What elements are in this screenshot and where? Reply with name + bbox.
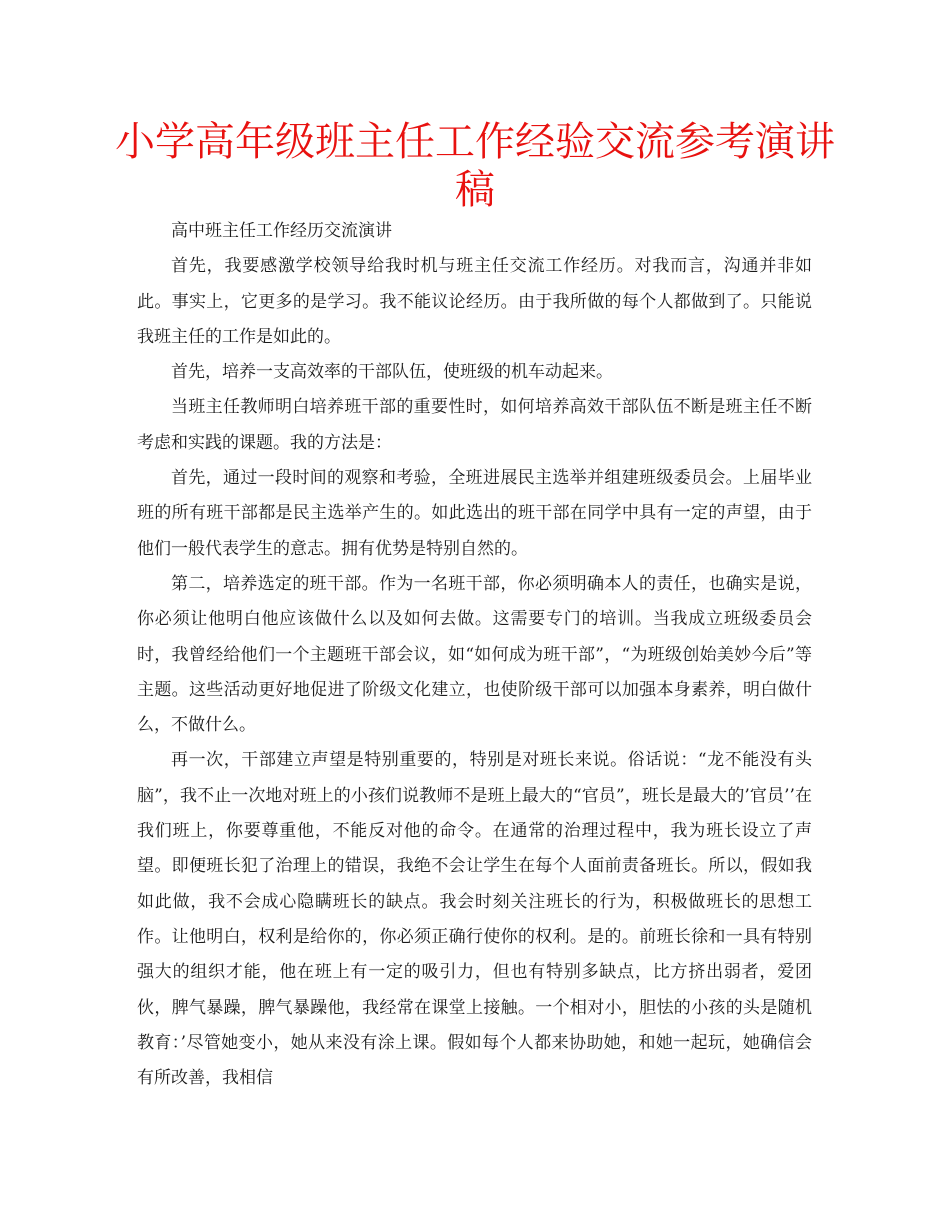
paragraph: 首先，培养一支高效率的干部队伍，使班级的机车动起来。	[171, 362, 613, 383]
paragraph: 再一次，干部建立声望是特别重要的，特别是对班长来说。俗话说：“龙不能没有头脑”，我不止一次地对班上的小孩们说教师不是班上最大的“官员”，班长是最大的’官员’’在我们班上，你要尊重他，不能反对他的命令。在通常的治理过程中，我为班长设立了声望。即便班长犯了治理上的错误，我绝不会让学生在每个人面前责备班长。所以，假如我如此做，我不会成心隐瞒班长的缺点。我会时刻关注班长的行为，积极做班长的思想工作。让他明白，权利是给你的，你必须正确行使你的权利。是的。前班长徐和一具有特别强大的组织才能，他在班上有一定的吸引力，但也有特别多缺点，比方挤出弱者，爱团伙，脾气暴躁，脾气暴躁他，我经常在课堂上接触。一个相对小，胆怯的小孩的头是随机教育：’尽管她变小，她从来没有涂上课。假如每个人都来协助她，和她一起玩，她确信会有所改善，我相信	[137, 750, 812, 1089]
paragraph: 当班主任教师明白培养班干部的重要性时，如何培养高效干部队伍不断是班主任不断考虑和实践的课题。我的方法是：	[137, 397, 812, 453]
document-body	[137, 214, 812, 1096]
paragraph: 首先，通过一段时间的观察和考验，全班进展民主选举并组建班级委员会。上届毕业班的所有班干部都是民主选举产生的。如此选出的班干部在同学中具有一定的声望，由于他们一般代表学生的意志。拥有优势是特别自然的。	[137, 468, 812, 559]
paragraph: 首先，我要感激学校领导给我时机与班主任交流工作经历。对我而言，沟通并非如此。事实上，它更多的是学习。我不能议论经历。由于我所做的每个人都做到了。只能说我班主任的工作是如此的。	[137, 256, 812, 347]
paragraph-subtitle: 高中班主任工作经历交流演讲	[171, 221, 392, 241]
paragraph: 第二，培养选定的班干部。作为一名班干部，你必须明确本人的责任，也确实是说，你必须让他明白他应该做什么以及如何去做。这需要专门的培训。当我成立班级委员会时，我曾经给他们一个主题班干部会议，如“如何成为班干部”，“为班级创始美妙今后”等主题。这些活动更好地促进了阶级文化建立，也使阶级干部可以加强本身素养，明白做什么，不做什么。	[137, 573, 812, 736]
document-title: 小学高年级班主任工作经验交流参考演讲稿	[115, 119, 835, 213]
